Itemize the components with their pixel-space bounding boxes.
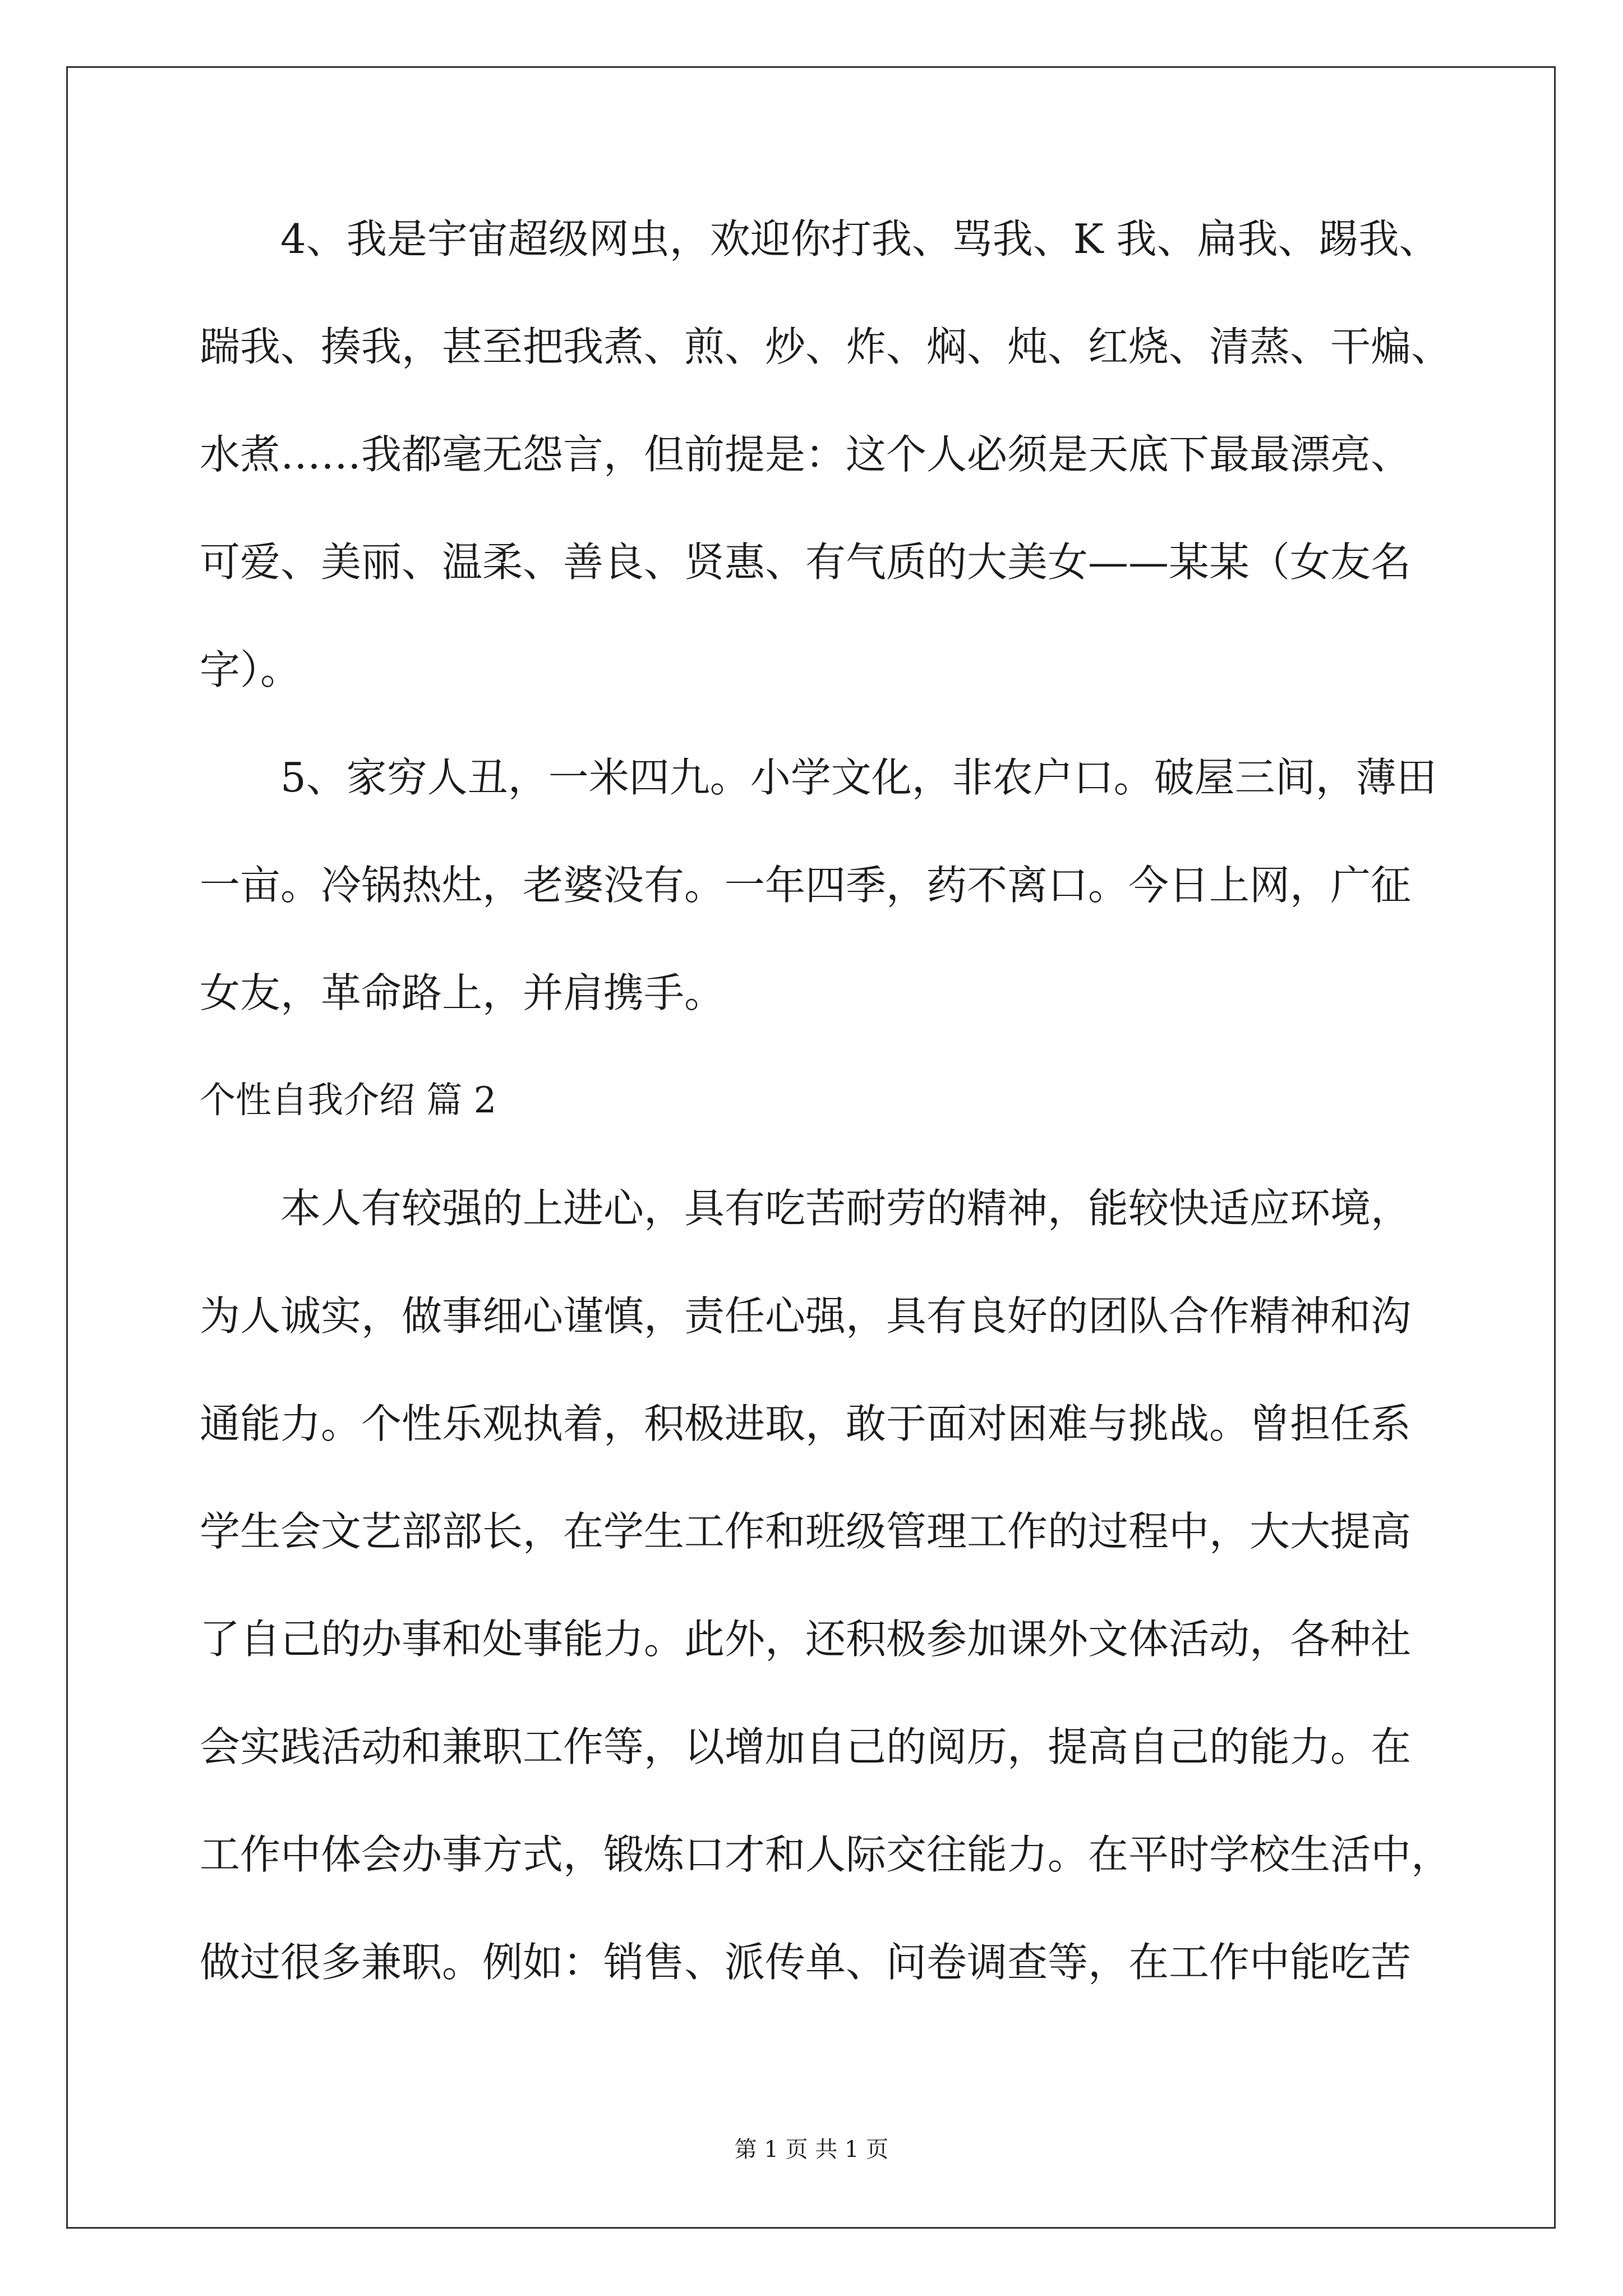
paragraph-4-line-1: 4、我是宇宙超级网虫，欢迎你打我、骂我、K 我、扁我、踢我、 bbox=[280, 215, 1440, 263]
paragraph-4-line-5: 字）。 bbox=[200, 646, 301, 693]
intro-line-5: 了自己的办事和处事能力。此外，还积极参加课外文体活动，各种社 bbox=[200, 1616, 1412, 1663]
paragraph-4-line-3: 水煮……我都毫无怨言，但前提是：这个人必须是天底下最最漂亮、 bbox=[200, 431, 1412, 478]
page-footer: 第 1 页 共 1 页 bbox=[734, 2137, 889, 2162]
document-body bbox=[200, 215, 1456, 2050]
paragraph-4-line-2: 踹我、揍我，甚至把我煮、煎、炒、炸、焖、炖、红烧、清蒸、干煸、 bbox=[200, 323, 1452, 370]
intro-line-6: 会实践活动和兼职工作等，以增加自己的阅历，提高自己的能力。在 bbox=[200, 1723, 1412, 1770]
paragraph-4-line-4: 可爱、美丽、温柔、善良、贤惠、有气质的大美女——某某（女友名 bbox=[200, 539, 1412, 586]
intro-line-4: 学生会文艺部部长，在学生工作和班级管理工作的过程中，大大提高 bbox=[200, 1508, 1412, 1555]
intro-line-2: 为人诚实，做事细心谨慎，责任心强，具有良好的团队合作精神和沟 bbox=[200, 1292, 1412, 1340]
intro-line-7: 工作中体会办事方式，锻炼口才和人际交往能力。在平时学校生活中， bbox=[200, 1831, 1452, 1878]
paragraph-5-line-1: 5、家穷人丑，一米四九。小学文化，非农户口。破屋三间，薄田 bbox=[280, 754, 1437, 801]
intro-line-8: 做过很多兼职。例如：销售、派传单、问卷调查等，在工作中能吃苦 bbox=[200, 1939, 1412, 1986]
paragraph-5-line-2: 一亩。冷锅热灶，老婆没有。一年四季，药不离口。今日上网，广征 bbox=[200, 862, 1412, 909]
paragraph-5-line-3: 女友，革命路上，并肩携手。 bbox=[200, 969, 725, 1016]
intro-line-3: 通能力。个性乐观执着，积极进取，敢于面对困难与挑战。曾担任系 bbox=[200, 1400, 1412, 1447]
intro-line-1: 本人有较强的上进心，具有吃苦耐劳的精神，能较快适应环境， bbox=[280, 1185, 1412, 1232]
section-heading: 个性自我介绍 篇 2 bbox=[200, 1080, 497, 1121]
